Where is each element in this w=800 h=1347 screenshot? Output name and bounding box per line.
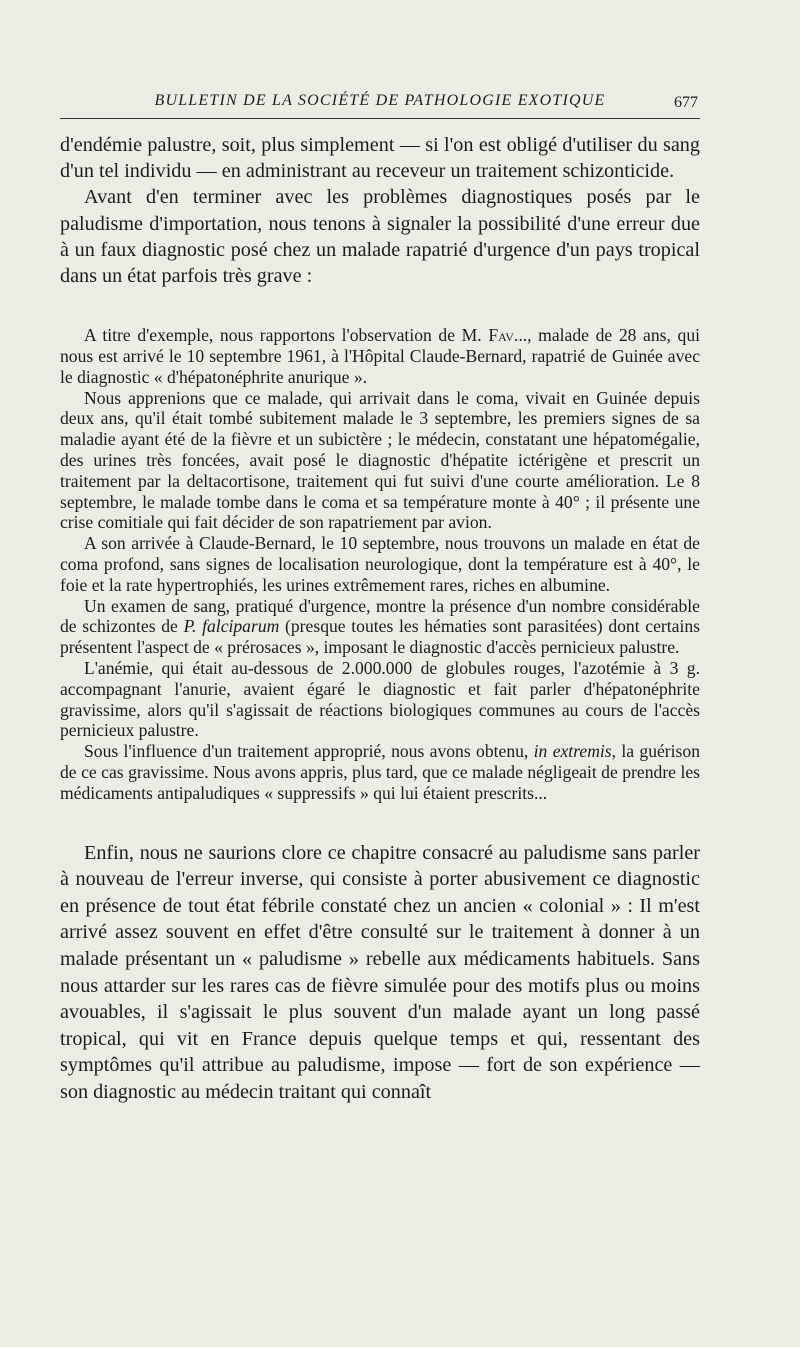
- case-p4-text: Un examen de sang, pratiqué d'urgence, montre la présence d'un nombre considérable de schizontes de: [60, 595, 700, 637]
- running-title: BULLETIN DE LA SOCIÉTÉ DE PATHOLOGIE EXOTIQUE: [154, 92, 606, 109]
- paragraph-erreur-inverse: Enfin, nous ne saurions clore ce chapitre consacré au paludisme sans parler à nouveau de l'erreur inverse, qui consiste à porter abusivement ce diagnostic en présence de tout état fébrile constaté chez un ancien « colonial » : Il m'est arrivé assez souvent en effet d'être consulté sur le traitement à donner à un malade présentant un « paludisme » rebelle aux médicaments habituels. Sans nous attarder sur les rares cas de fièvre simulée pour des motifs plus ou moins avouables, il s'agissait le plus souvent d'un malade ayant un long passé tropical, qui vit en France depuis quelque temps et qui, ressentant des symptômes qu'il attribue au paludisme, impose — fort de son expérience — son diagnostic au médecin traitant qui connaît: [60, 841, 700, 1103]
- paragraph-continuation: d'endémie palustre, soit, plus simplement — si l'on est obligé d'utiliser du sang d'un tel individu — en administrant au receveur un traitement schizonticide.: [60, 134, 700, 183]
- patient-name: Fav...: [488, 325, 528, 346]
- case-p6-text: Sous l'influence d'un traitement approprié, nous avons obtenu,: [84, 741, 529, 762]
- case-p6-rest: , la guérison de ce cas gravissime. Nous avons appris, plus tard, que ce malade négligeait de prendre les médicaments antipaludiques « suppressifs » qui lui étaient prescrits...: [60, 741, 700, 803]
- case-paragraph-2: Nous apprenions que ce malade, qui arrivait dans le coma, vivait en Guinée depuis deux ans, qu'il était tombé subitement malade le 3 septembre, les premiers signes de sa maladie ayant été de la fièvre et un subictère ; le médecin, constatant une hépatomégalie, des urines très foncées, avait posé le diagnostic d'hépatite ictérigène et prescrit un traitement par la deltacortisone, traitement qui fut suivi d'une courte amélioration. Le 8 septembre, le malade tombe dans le coma et sa température monte à 40° ; il présente une crise comitiale qui fait décider de son rapatriement par avion.: [60, 387, 700, 533]
- case-p1-text: A titre d'exemple, nous rapportons l'observation de M.: [84, 325, 482, 346]
- page-number: 677: [674, 94, 698, 111]
- case-paragraph-3: A son arrivée à Claude-Bernard, le 10 septembre, nous trouvons un malade en état de coma profond, sans signes de localisation neurologique, dont la température est à 40°, le foie et la rate hypertrophiés, les urines extrêmement rares, riches en albumine.: [60, 533, 700, 595]
- body-text: [60, 132, 700, 1105]
- parasite-name: P. falciparum: [183, 616, 280, 637]
- case-p1-rest: , malade de 28 ans, qui nous est arrivé le 10 septembre 1961, à l'Hôpital Claude-Bernard, rapatrié de Guinée avec le diagnostic « d'hépatonéphrite anurique ».: [60, 325, 700, 387]
- case-paragraph-4: [60, 596, 700, 658]
- case-paragraph-6: [60, 741, 700, 803]
- closing-section: [60, 840, 700, 1106]
- latin-phrase: in extremis: [533, 741, 612, 762]
- case-p4-rest: (presque toutes les hématies sont parasitées) dont certains présentent l'aspect de « prérosaces », imposant le diagnostic d'accès pernicieux palustre.: [60, 616, 701, 658]
- case-paragraph-1: [60, 325, 700, 387]
- case-report: [60, 325, 700, 803]
- intro-section: [60, 132, 700, 289]
- case-paragraph-5: L'anémie, qui était au-dessous de 2.000.000 de globules rouges, l'azotémie à 3 g. accompagnant l'anurie, avaient égaré le diagnostic et fait parler d'hépatonéphrite gravissime, alors qu'il s'agissait de réactions biologiques communes au cours de l'accès pernicieux palustre.: [60, 657, 700, 741]
- paragraph-erreur-diagnostic: Avant d'en terminer avec les problèmes diagnostiques posés par le paludisme d'importation, nous tenons à signaler la possibilité d'une erreur due à un faux diagnostic posé chez un malade rapatrié d'urgence d'un pays tropical dans un état parfois très grave :: [60, 186, 700, 288]
- page-header: [60, 88, 700, 119]
